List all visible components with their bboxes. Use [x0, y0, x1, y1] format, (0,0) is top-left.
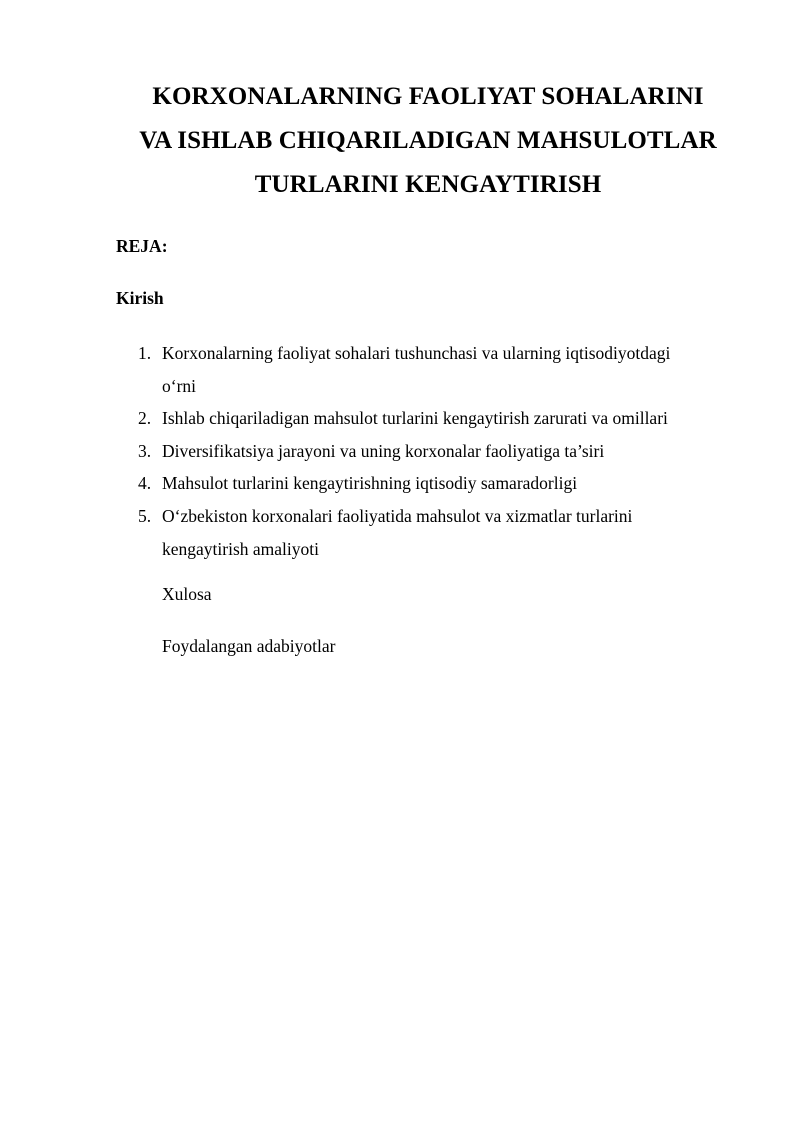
plan-item-number: 3.: [138, 440, 152, 461]
plan-item: [116, 467, 736, 500]
plan-item-line: Ishlab chiqariladigan mahsulot turlarini kengaytirish zarurati va omillari: [162, 408, 668, 429]
plan-item-number: 4.: [138, 473, 152, 494]
plan-list: [116, 337, 736, 565]
plan-item: [116, 500, 736, 565]
plan-item-line: kengaytirish amaliyoti: [162, 538, 319, 559]
title-line: VA ISHLAB CHIQARILADIGAN MAHSULOTLAR: [139, 127, 717, 154]
plan-item: [116, 435, 736, 468]
plan-heading: REJA:: [116, 236, 168, 256]
plan-item-number: 2.: [138, 408, 152, 429]
title-line: KORXONALARNING FAOLIYAT SOHALARINI: [152, 83, 704, 110]
plan-item-line: Diversifikatsiya jarayoni va uning korxonalar faoliyatiga ta’siri: [162, 440, 605, 461]
plan-item-text: [162, 500, 736, 565]
plan-item-number: 1.: [138, 343, 152, 363]
conclusion-label: Xulosa: [162, 584, 212, 604]
plan-item-text: [162, 402, 736, 435]
plan-item: [116, 337, 736, 402]
plan-item-text: [162, 467, 736, 500]
references-label: Foydalangan adabiyotlar: [162, 636, 336, 656]
title-line: TURLARINI KENGAYTIRISH: [254, 171, 602, 198]
document-title: [100, 75, 756, 207]
plan-item-text: [162, 435, 736, 468]
plan-item-line: Korxonalarning faoliyat sohalari tushunchasi va ularning iqtisodiyotdagi: [162, 343, 671, 363]
plan-item-line: o‘rni: [162, 375, 197, 396]
plan-item-text: [162, 337, 736, 402]
plan-item-line: Mahsulot turlarini kengaytirishning iqtisodiy samaradorligi: [162, 473, 578, 494]
plan-item-line: O‘zbekiston korxonalari faoliyatida mahsulot va xizmatlar turlarini: [162, 505, 633, 526]
plan-item-number: 5.: [138, 505, 152, 526]
plan-item: [116, 402, 736, 435]
introduction-heading: Kirish: [116, 288, 164, 308]
